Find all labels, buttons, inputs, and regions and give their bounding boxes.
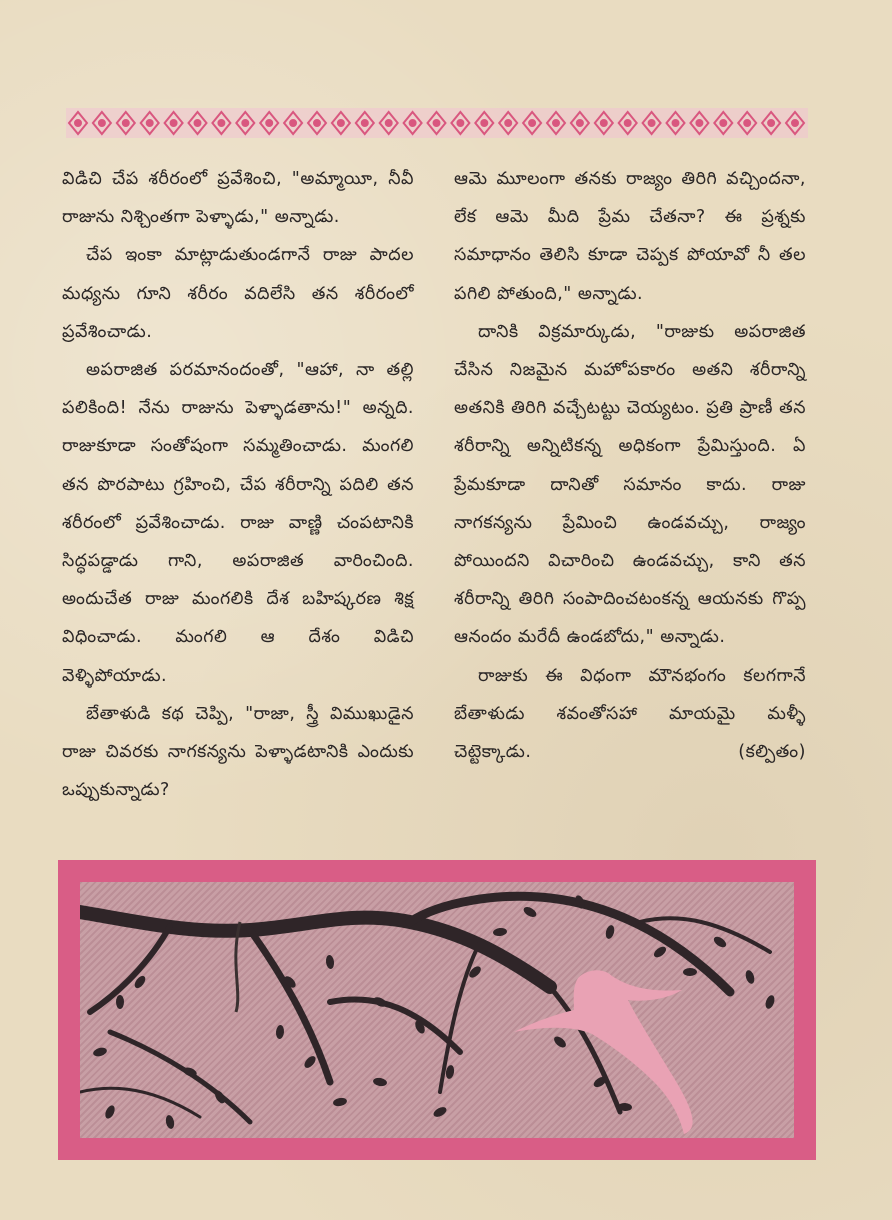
leaf (103, 1104, 116, 1120)
paragraph: చేప ఇంకా మాట్లాడుతుండగానే రాజు పాదల మధ్యను గూని శరీరం వదిలేసి తన శరీరంలో ప్రవేశించాడు. (62, 245, 414, 342)
tree-branch (330, 999, 460, 1052)
border-dot (99, 120, 105, 126)
border-dot (553, 120, 559, 126)
border-dot (410, 120, 416, 126)
paragraph: బేతాళుడి కథ చెప్పి, "రాజా, స్త్రీ విముఖుడైన రాజు చివరకు నాగకన్యను పెళ్ళాడటానికి ఎందుకు ఒప్పుకున్నాడు? (62, 703, 414, 801)
leaf (522, 905, 538, 919)
leaf (683, 968, 697, 976)
border-dot (601, 120, 607, 126)
border-dot (505, 120, 511, 126)
tree-ghost-illustration (80, 882, 794, 1138)
leaf (275, 1025, 284, 1040)
border-dot (649, 120, 655, 126)
border-dot (768, 120, 774, 126)
border-dot (242, 120, 248, 126)
border-dot (720, 120, 726, 126)
paragraph: దానికి విక్రమార్కుడు, "రాజుకు అపరాజిత చేసిన నిజమైన మహోపకారం అతని శరీరాన్ని అతనికి తిరిగి వచ్చేటట్టు చెయ్యటం. ప్రతి ప్రాణీ తన శరీరాన్ని అన్నిటికన్న అధికంగా ప్రేమిస్తుంది. ఏ ప్రేమకూడా దానితో సమానం కాదు. రాజు నాగకన్యను ప్రేమించి ఉండవచ్చు, రాజ్యం పోయిందని విచారించి ఉండవచ్చు, కాని తన శరీరాన్ని తిరిగి సంపాదించటంకన్న ఆయనకు గొప్ప ఆనందం మరేదీ ఉండబోదు," అన్నాడు. (454, 321, 806, 648)
border-dot (266, 120, 272, 126)
paragraph: ఆమె మూలంగా తనకు రాజ్యం తిరిగి వచ్చిందనా, లేక ఆమె మీది ప్రేమ చేతనా? ఈ ప్రశ్నకు సమాధానం తెలిసి కూడా చెప్పక పోయావో నీ తల పగిలి పోతుంది," అన్నాడు. (454, 169, 806, 304)
tree-branch (80, 912, 550, 987)
border-dot (577, 120, 583, 126)
tree-branch (250, 930, 330, 1082)
tree-branch (440, 942, 480, 1092)
leaf (712, 935, 728, 950)
border-dot (218, 120, 224, 126)
leaf (92, 1046, 108, 1058)
illustration-frame (58, 860, 816, 1160)
tree-branch (110, 1032, 250, 1122)
decorative-border-band (66, 108, 808, 138)
leaf (552, 1034, 568, 1049)
leaf (116, 995, 124, 1009)
leaf (302, 1054, 317, 1070)
border-dot (290, 120, 296, 126)
leaf (744, 969, 756, 985)
leaf (652, 945, 668, 960)
border-dot (75, 120, 81, 126)
leaf (325, 955, 335, 970)
border-dot (123, 120, 129, 126)
border-dot (481, 120, 487, 126)
border-dot (195, 120, 201, 126)
paragraph: విడిచి చేప శరీరంలో ప్రవేశించి, "అమ్మాయీ, నీవీ రాజును నిశ్చింతగా పెళ్ళాడు," అన్నాడు. (62, 169, 414, 228)
ghost-figure (514, 970, 693, 1134)
leaf (764, 994, 776, 1010)
paragraph: రాజుకు ఈ విధంగా మౌనభంగం కలగగానే బేతాళుడు శవంతోసహా మాయమై మళ్ళీ చెట్టెక్కాడు. (454, 665, 806, 763)
border-dot (744, 120, 750, 126)
border-dot (386, 120, 392, 126)
border-dot (696, 120, 702, 126)
leaf (332, 1097, 347, 1108)
border-dot (314, 120, 320, 126)
leaf (372, 1077, 387, 1087)
leaf (493, 927, 508, 936)
border-dot (171, 120, 177, 126)
right-column (454, 160, 806, 771)
left-column (62, 160, 414, 809)
border-dot (457, 120, 463, 126)
border-dot (792, 120, 798, 126)
tree-branch (90, 926, 170, 1012)
border-dot (147, 120, 153, 126)
leaf (432, 1105, 448, 1119)
border-dot (434, 120, 440, 126)
illustration (80, 882, 794, 1138)
border-dot (362, 120, 368, 126)
border-dot (529, 120, 535, 126)
source-note: (కల్పితం) (738, 742, 806, 763)
border-dot (625, 120, 631, 126)
border-dot (338, 120, 344, 126)
border-dot (673, 120, 679, 126)
paragraph: అపరాజిత పరమానందంతో, "ఆహా, నా తల్లి పలికింది! నేను రాజును పెళ్ళాడతాను!" అన్నది. రాజుకూడా సంతోషంగా సమ్మతించాడు. మంగలి తన పొరపాటు గ్రహించి, చేప శరీరాన్ని పదిలి తన శరీరంలో ప్రవేశించాడు. రాజు వాణ్ణి చంపటానికి సిద్ధపడ్డాడు గాని, అపరాజిత వారించింది. అందుచేత రాజు మంగలికి దేశ బహిష్కరణ శిక్ష విధించాడు. మంగలి ఆ దేశం విడిచి వెళ్ళిపోయాడు. (62, 360, 414, 686)
leaf (604, 924, 615, 940)
tree-branch (80, 1088, 200, 1117)
tree-branch (410, 896, 730, 992)
leaf (165, 1114, 176, 1129)
